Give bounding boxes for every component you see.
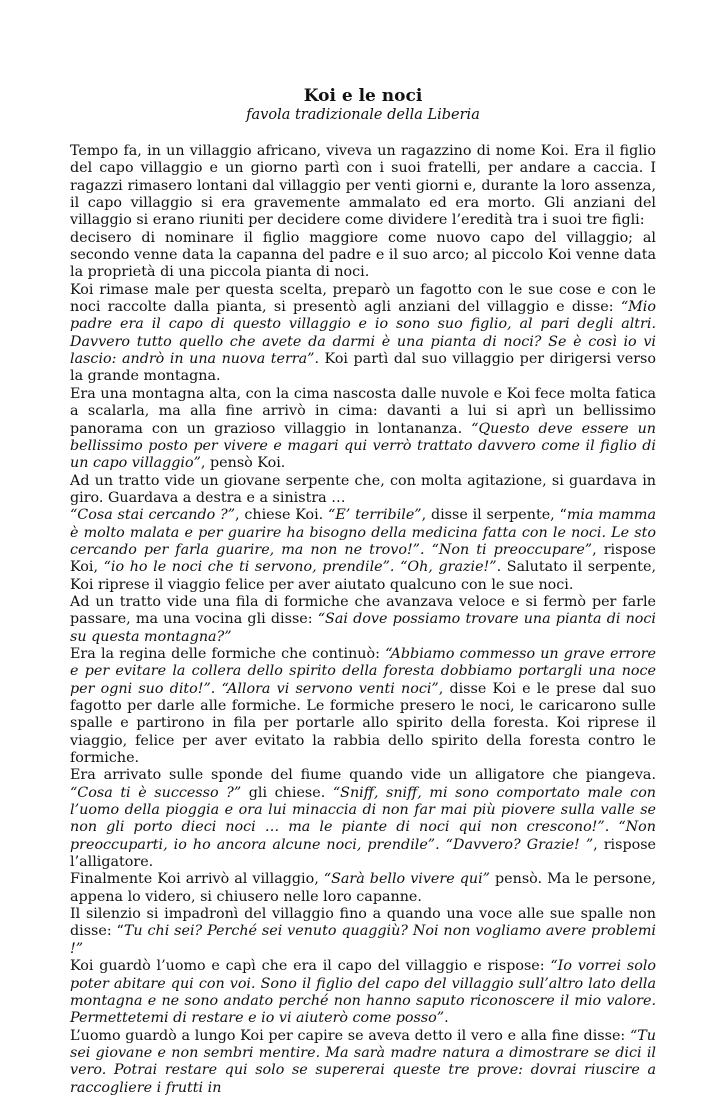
narration-text: Ad un tratto vide un giovane serpente che, con molta agitazione, si guardava in giro. Guardava a destra e a sinistra … [70,472,656,506]
dialogue-text: “Sniff, sniff, mi sono comportato male con l’uomo della pioggia e ora lui minaccia di non far mai più piovere sulla valle se non gli porto dieci noci … ma le piante di noci qui non crescono!”. “Non preoccuparti, io ho ancora alcune noci, prendile”. “Davvero? Grazie! ” [70,784,657,853]
narration-text: , disse il serpente, “ [421,507,567,524]
dialogue-text: “Io vorrei solo poter abitare qui con voi. Sono il figlio del capo del villaggio sull’altro lato della montagna e ne sono andato perché non hanno saputo riconoscere il mio valore. Permettetemi di restare e io vi aiuterò come posso” [70,958,657,1027]
story-body [70,143,656,1097]
narration-text: Era una montagna alta, con la cima nascosta dalle nuvole e Koi fece molta fatica a scalarla, ma alla fine arrivò in cima: davanti a lui si aprì un bellissimo panorama con un grazioso villaggio in lontananza. [70,385,656,437]
dialogue-text: “Tu sei giovane e non sembri mentire. Ma sarà madre natura a dimostrare se dici il vero. Potrai restare qui solo se supererai queste tre prove: dovrai riuscire a raccogliere i frutti in [70,1027,656,1096]
narration-text: Koi rimase male per questa scelta, preparò un fagotto con le sue cose e con le noci raccolte dalla pianta, si presentò agli anziani del villaggio e disse: [70,281,656,316]
narration-text: Era la regina delle formiche che continuò: [70,645,386,662]
narration-text: Era arrivato sulle sponde del fiume quando vide un alligatore che piangeva. [70,767,656,784]
narration-text: , pensò Koi. [200,455,286,472]
story-paragraph [70,143,656,230]
narration-text: , rispose l’alligatore. [70,836,657,871]
narration-text: . [444,1010,449,1027]
dialogue-text: “Sarà bello vivere qui” [323,871,490,888]
narration-text: , disse Koi e le prese dal suo fagotto per darle alle formiche. Le formiche presero le noci, le caricarono sulle spalle e partirono in fila per portarle allo spirito della foresta. Koi riprese il viaggio, felice per aver evitato la rabbia dello spirito della foresta contro le formiche. [70,680,656,767]
story-subtitle: favola tradizionale della Liberia [246,107,480,123]
dialogue-text: “E’ terribile” [328,507,422,524]
story-paragraph [70,594,656,646]
narration-text: , chiese Koi. [235,507,329,524]
story-title: Koi e le noci [303,86,423,106]
narration-text: L’uomo guardò a lungo Koi per capire se aveva detto il vero e alla fine disse: [70,1027,630,1044]
dialogue-text: “Cosa stai cercando ?” [70,507,236,524]
narration-text: Finalmente Koi arrivò al villaggio, [70,871,324,888]
story-paragraph [70,230,656,282]
dialogue-text: “io ho le noci che ti servono, prendile”. “Oh, grazie!” [103,559,497,576]
narration-text: Il silenzio si impadronì del villaggio fino a quando una voce alle sue spalle non disse: “ [70,906,656,940]
story-paragraph [70,507,656,594]
story-paragraph [70,473,656,508]
narration-text: . Salutato il serpente, Koi riprese il viaggio felice per aver aiutato qualcuno con le sue noci. [70,559,656,593]
story-paragraph [70,958,656,1027]
dialogue-text: “Mio padre era il capo di questo villaggio e io sono suo figlio, al pari degli altri. Davvero tutto quello che avete da darmi è una pianta di noci? Se è così io vi lascio: andrò in una nuova terra” [70,299,656,368]
story-paragraph [70,1028,656,1097]
narration-text: , rispose Koi, [70,541,656,576]
narration-text: Tempo fa, in un villaggio africano, viveva un ragazzino di nome Koi. Era il figlio del capo villaggio e un giorno partì con i suoi fratelli, per andare a caccia. I ragazzi rimasero lontani dal villaggio per venti giorni e, durante la loro assenza, il capo villaggio si era gravemente ammalato ed era morto. Gli anziani del villaggio si erano riuniti per decidere come dividere l’eredità tra i suoi tre figli: [70,143,656,229]
dialogue-text: “Cosa ti è successo ?” [70,784,242,801]
story-paragraph [70,386,656,473]
narration-text: gli chiese. [241,784,333,801]
story-paragraph [70,906,656,958]
dialogue-text: “Questo deve essere un bellissimo posto per vivere e magari qui verrò trattato davvero come il figlio di un capo villaggio” [70,420,656,472]
story-paragraph [70,646,656,767]
dialogue-text: “Abbiamo commesso un grave errore e per evitare la collera dello spirito della foresta dobbiamo portargli una noce per ogni suo dito!”. “Allora vi servono venti noci” [70,645,657,697]
narration-text: decisero di nominare il figlio maggiore come nuovo capo del villaggio; al secondo venne data la capanna del padre e il suo arco; al piccolo Koi venne data la proprietà di una piccola pianta di noci. [70,229,656,281]
narration-text: Ad un tratto vide una fila di formiche che avanzava veloce e si fermò per farle passare, ma una vocina gli disse: [70,593,656,628]
story-paragraph [70,871,656,906]
dialogue-text: mia mamma è molto malata e per guarire ha bisogno della medicina fatta con le noci. Le sto cercando per farla guarire, ma non ne trovo!”. “Non ti preoccupare” [70,507,656,558]
dialogue-text: “Sai dove possiamo trovare una pianta di noci su questa montagna?” [70,611,656,645]
narration-text: . Koi partì dal suo villaggio per dirigersi verso la grande montagna. [70,351,656,385]
story-paragraph [70,282,656,386]
narration-text: Koi guardò l’uomo e capì che era il capo del villaggio e rispose: [70,958,551,975]
narration-text: pensò. Ma le persone, appena lo videro, si chiusero nelle loro capanne. [70,871,656,905]
dialogue-text: Tu chi sei? Perché sei venuto quaggiù? Noi non vogliamo avere problemi !” [70,923,657,957]
story-paragraph [70,767,656,871]
